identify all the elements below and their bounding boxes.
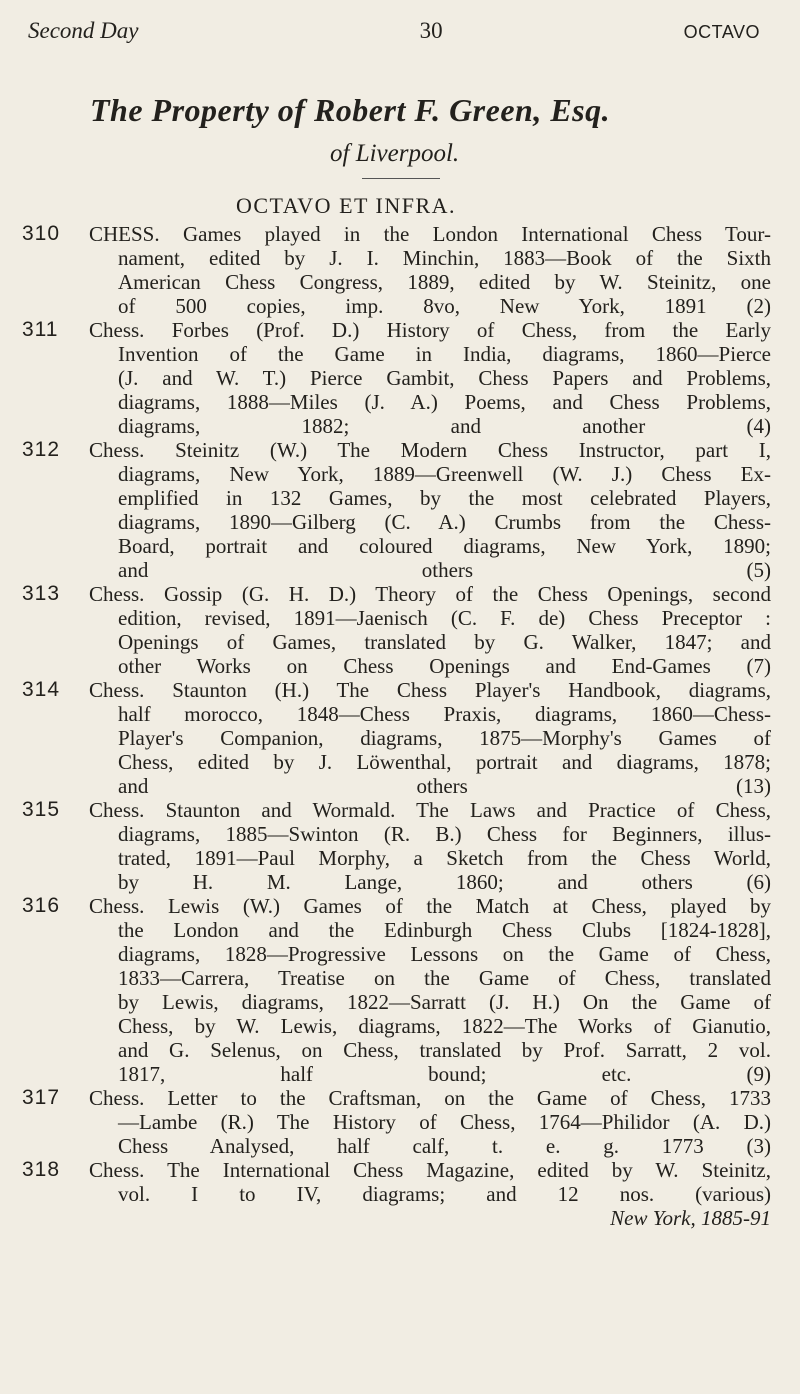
lot-line: 1833—Carrera, Treatise on the Game of Chess, translated xyxy=(118,966,771,990)
lot-line: by H. M. Lange, 1860; and others (6) xyxy=(118,870,771,894)
lot-line: Board, portrait and coloured diagrams, New York, 1890; xyxy=(118,534,771,558)
lot-line: Chess. The International Chess Magazine, edited by W. Steinitz, xyxy=(89,1158,771,1182)
lot-line: Chess Analysed, half calf, t. e. g. 1773 (3) xyxy=(118,1134,771,1158)
lot-line: Chess, edited by J. Löwenthal, portrait and diagrams, 1878; xyxy=(118,750,771,774)
lot-line: and others (5) xyxy=(118,558,771,582)
lot-entry xyxy=(0,798,800,894)
running-head-day: Second Day xyxy=(28,18,139,43)
lot-entry xyxy=(0,1158,800,1230)
lot-line: half morocco, 1848—Chess Praxis, diagrams, 1860—Chess- xyxy=(118,702,771,726)
lot-number: 312 xyxy=(22,438,61,461)
lot-description xyxy=(89,894,771,1086)
lot-line: —Lambe (R.) The History of Chess, 1764—Philidor (A. D.) xyxy=(118,1110,771,1134)
lot-line: CHESS. Games played in the London International Chess Tour- xyxy=(89,222,771,246)
lot-number: 310 xyxy=(22,222,61,245)
divider-rule xyxy=(362,178,440,179)
page-number: 30 xyxy=(419,18,443,43)
lot-number: 317 xyxy=(22,1086,61,1109)
lot-line: Chess. Lewis (W.) Games of the Match at Chess, played by xyxy=(89,894,771,918)
lot-line: Chess, by W. Lewis, diagrams, 1822—The Works of Gianutio, xyxy=(118,1014,771,1038)
lot-entry xyxy=(0,678,800,798)
lot-entry xyxy=(0,1086,800,1158)
lot-line: diagrams, 1882; and another (4) xyxy=(118,414,771,438)
lot-line: other Works on Chess Openings and End-Games (7) xyxy=(118,654,771,678)
lot-entry xyxy=(0,582,800,678)
lot-description xyxy=(89,1158,771,1230)
lot-line: and others (13) xyxy=(118,774,771,798)
lot-number: 315 xyxy=(22,798,61,821)
lot-line: trated, 1891—Paul Morphy, a Sketch from the Chess World, xyxy=(118,846,771,870)
lot-number: 314 xyxy=(22,678,61,701)
lot-number: 318 xyxy=(22,1158,61,1181)
lot-line: Chess. Staunton (H.) The Chess Player's Handbook, diagrams, xyxy=(89,678,771,702)
lot-line: Invention of the Game in India, diagrams, 1860—Pierce xyxy=(118,342,771,366)
section-heading: OCTAVO ET INFRA. xyxy=(236,193,457,218)
lot-line: diagrams, 1885—Swinton (R. B.) Chess for Beginners, illus- xyxy=(118,822,771,846)
lot-line: Chess. Letter to the Craftsman, on the Game of Chess, 1733 xyxy=(89,1086,771,1110)
lot-line: Chess. Gossip (G. H. D.) Theory of the Chess Openings, second xyxy=(89,582,771,606)
lot-line: vol. I to IV, diagrams; and 12 nos. (various) xyxy=(118,1182,771,1206)
lot-line: and G. Selenus, on Chess, translated by Prof. Sarratt, 2 vol. xyxy=(118,1038,771,1062)
lot-entry xyxy=(0,318,800,438)
lot-list xyxy=(0,222,800,1230)
lot-description xyxy=(89,582,771,678)
lot-line: emplified in 132 Games, by the most celebrated Players, xyxy=(118,486,771,510)
lot-description xyxy=(89,318,771,438)
lot-description xyxy=(89,1086,771,1158)
lot-line: diagrams, New York, 1889—Greenwell (W. J.) Chess Ex- xyxy=(118,462,771,486)
lot-number: 311 xyxy=(22,318,59,341)
lot-number: 316 xyxy=(22,894,61,917)
lot-line: Chess. Steinitz (W.) The Modern Chess Instructor, part I, xyxy=(89,438,771,462)
lot-entry xyxy=(0,894,800,1086)
property-title: The Property of Robert F. Green, Esq. xyxy=(90,92,611,128)
running-head-format: OCTAVO xyxy=(683,22,760,42)
lot-line: the London and the Edinburgh Chess Clubs [1824-1828], xyxy=(118,918,771,942)
lot-line: diagrams, 1828—Progressive Lessons on the Game of Chess, xyxy=(118,942,771,966)
lot-line: Player's Companion, diagrams, 1875—Morphy's Games of xyxy=(118,726,771,750)
property-subtitle: of Liverpool. xyxy=(330,140,460,167)
lot-line: Openings of Games, translated by G. Walker, 1847; and xyxy=(118,630,771,654)
lot-line: nament, edited by J. I. Minchin, 1883—Book of the Sixth xyxy=(118,246,771,270)
lot-entry xyxy=(0,222,800,318)
lot-line: diagrams, 1888—Miles (J. A.) Poems, and Chess Problems, xyxy=(118,390,771,414)
lot-description xyxy=(89,438,771,582)
lot-line: Chess. Staunton and Wormald. The Laws and Practice of Chess, xyxy=(89,798,771,822)
lot-line: Chess. Forbes (Prof. D.) History of Chess, from the Early xyxy=(89,318,771,342)
lot-description xyxy=(89,678,771,798)
lot-line: diagrams, 1890—Gilberg (C. A.) Crumbs from the Chess- xyxy=(118,510,771,534)
lot-number: 313 xyxy=(22,582,61,605)
lot-line: of 500 copies, imp. 8vo, New York, 1891 (2) xyxy=(118,294,771,318)
lot-line: American Chess Congress, 1889, edited by W. Steinitz, one xyxy=(118,270,771,294)
lot-line: by Lewis, diagrams, 1822—Sarratt (J. H.) On the Game of xyxy=(118,990,771,1014)
lot-description xyxy=(89,222,771,318)
lot-line: New York, 1885-91 xyxy=(610,1206,771,1230)
lot-line: 1817, half bound; etc. (9) xyxy=(118,1062,771,1086)
lot-line: (J. and W. T.) Pierce Gambit, Chess Papers and Problems, xyxy=(118,366,771,390)
running-head xyxy=(28,18,760,44)
lot-description xyxy=(89,798,771,894)
lot-entry xyxy=(0,438,800,582)
lot-line: edition, revised, 1891—Jaenisch (C. F. de) Chess Preceptor : xyxy=(118,606,771,630)
